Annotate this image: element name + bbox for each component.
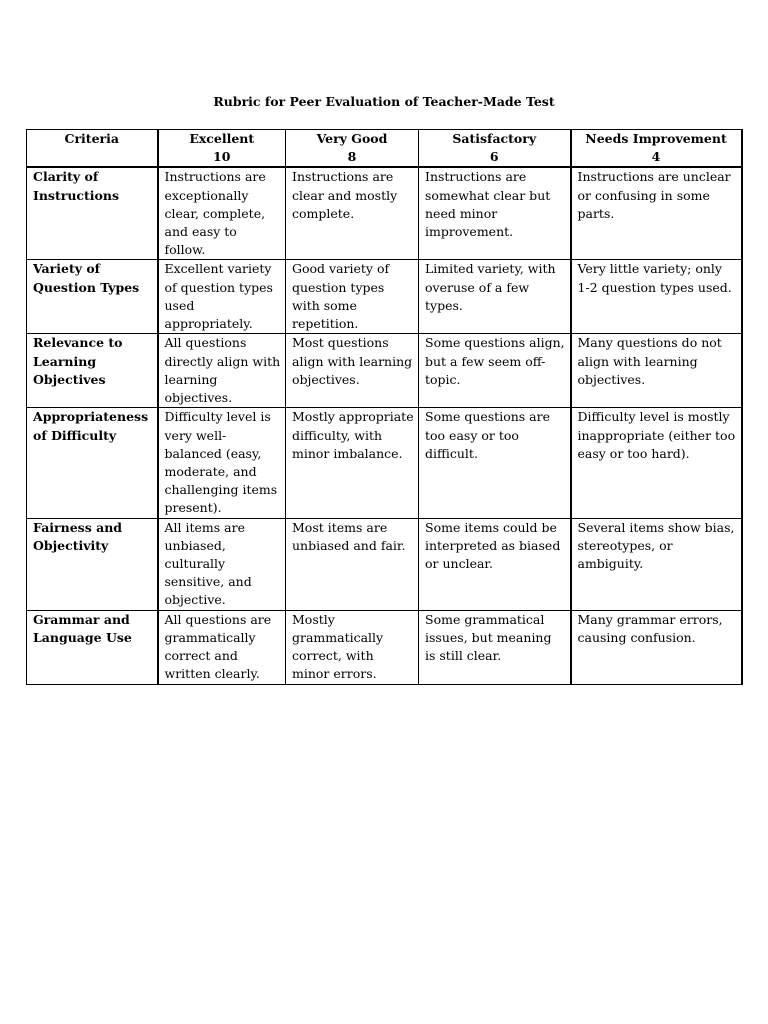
excellent-column-header xyxy=(158,130,286,168)
level-score: 4 xyxy=(651,149,661,165)
level-label: Excellent xyxy=(189,131,255,146)
level-label: Very Good xyxy=(316,131,388,146)
table-row xyxy=(27,610,742,684)
very-good-cell: Instructions are clear and mostly complete. xyxy=(286,167,419,260)
satisfactory-cell: Some questions are too easy or too difficult. xyxy=(419,408,571,518)
level-label: Satisfactory xyxy=(452,131,537,146)
satisfactory-cell: Limited variety, with overuse of a few types. xyxy=(419,260,571,334)
very-good-cell: Most questions align with learning objectives. xyxy=(286,334,419,408)
rubric-table xyxy=(26,129,743,685)
table-row xyxy=(27,334,742,408)
excellent-cell: Excellent variety of question types used appropriately. xyxy=(158,260,286,334)
excellent-cell: All questions directly align with learning objectives. xyxy=(158,334,286,408)
needs-improvement-cell: Many grammar errors, causing confusion. xyxy=(571,610,742,684)
criterion-cell: Clarity of Instructions xyxy=(27,167,158,260)
level-score: 10 xyxy=(213,149,231,165)
criterion-cell: Appropriateness of Difficulty xyxy=(27,408,158,518)
needs-improvement-cell: Difficulty level is mostly inappropriate (either too easy or too hard). xyxy=(571,408,742,518)
criterion-cell: Variety of Question Types xyxy=(27,260,158,334)
table-row xyxy=(27,167,742,260)
needs-improvement-cell: Several items show bias, stereotypes, or ambiguity. xyxy=(571,518,742,610)
rubric-header-row xyxy=(27,130,742,168)
needs-improvement-column-header xyxy=(571,130,742,168)
satisfactory-cell: Instructions are somewhat clear but need minor improvement. xyxy=(419,167,571,260)
very-good-cell: Mostly grammatically correct, with minor errors. xyxy=(286,610,419,684)
page-title: Rubric for Peer Evaluation of Teacher-Made Test xyxy=(213,94,555,109)
level-label: Needs Improvement xyxy=(585,131,727,146)
criteria-header-label: Criteria xyxy=(64,131,119,146)
needs-improvement-cell: Instructions are unclear or confusing in some parts. xyxy=(571,167,742,260)
level-score: 8 xyxy=(347,149,357,165)
excellent-cell: Difficulty level is very well-balanced (easy, moderate, and challenging items present). xyxy=(158,408,286,518)
very-good-cell: Most items are unbiased and fair. xyxy=(286,518,419,610)
criterion-cell: Relevance to Learning Objectives xyxy=(27,334,158,408)
level-score: 6 xyxy=(489,149,499,165)
very-good-cell: Mostly appropriate difficulty, with minor imbalance. xyxy=(286,408,419,518)
excellent-cell: All questions are grammatically correct and written clearly. xyxy=(158,610,286,684)
very-good-cell: Good variety of question types with some repetition. xyxy=(286,260,419,334)
needs-improvement-cell: Many questions do not align with learning objectives. xyxy=(571,334,742,408)
criterion-cell: Grammar and Language Use xyxy=(27,610,158,684)
criteria-column-header xyxy=(27,130,158,168)
table-row xyxy=(27,518,742,610)
criterion-cell: Fairness and Objectivity xyxy=(27,518,158,610)
excellent-cell: Instructions are exceptionally clear, complete, and easy to follow. xyxy=(158,167,286,260)
needs-improvement-cell: Very little variety; only 1-2 question types used. xyxy=(571,260,742,334)
very-good-column-header xyxy=(286,130,419,168)
table-row xyxy=(27,260,742,334)
satisfactory-cell: Some grammatical issues, but meaning is still clear. xyxy=(419,610,571,684)
satisfactory-cell: Some questions align, but a few seem off-topic. xyxy=(419,334,571,408)
table-row xyxy=(27,408,742,518)
excellent-cell: All items are unbiased, culturally sensitive, and objective. xyxy=(158,518,286,610)
satisfactory-column-header xyxy=(419,130,571,168)
satisfactory-cell: Some items could be interpreted as biased or unclear. xyxy=(419,518,571,610)
